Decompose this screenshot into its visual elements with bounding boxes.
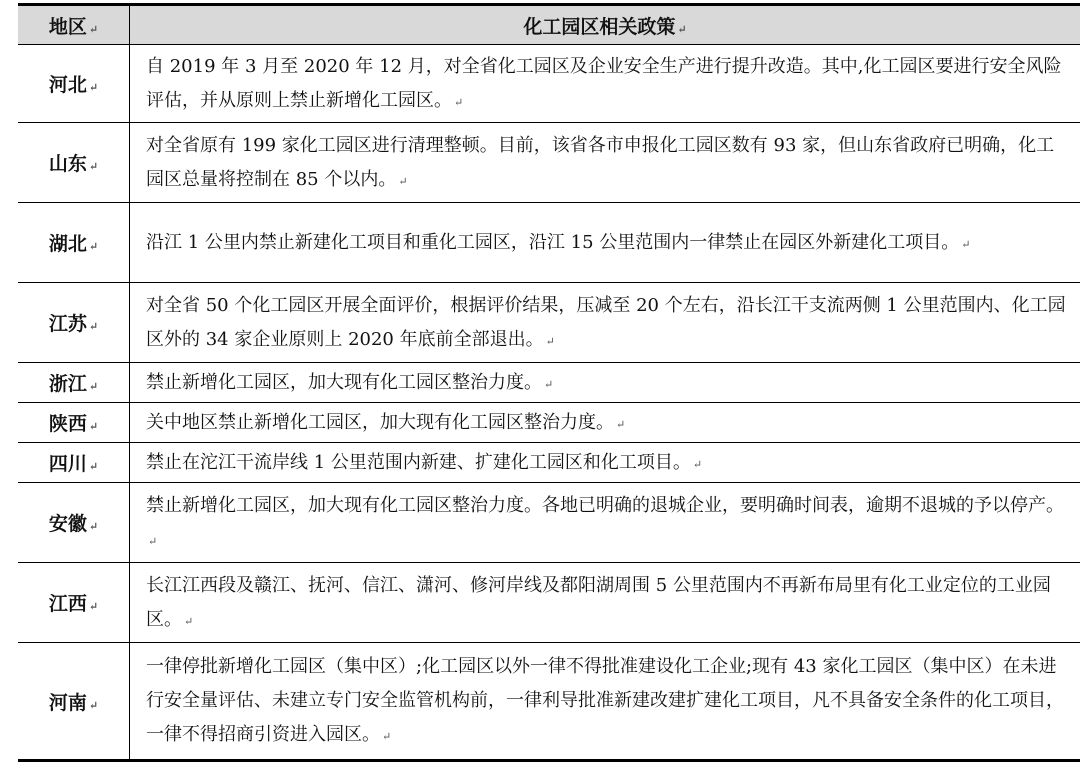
region-cell (18, 403, 130, 443)
region-label: 陕西 (48, 413, 87, 435)
paragraph-mark: ↵ (88, 320, 99, 333)
policy-cell (130, 483, 1080, 563)
region-label: 湖北 (48, 233, 87, 255)
paragraph-mark: ↵ (616, 417, 626, 431)
table-row (18, 363, 1080, 403)
table-row (18, 45, 1080, 123)
region-cell (18, 203, 130, 283)
policy-cell (130, 403, 1080, 443)
region-cell (18, 643, 130, 761)
region-label: 安徽 (48, 513, 87, 535)
paragraph-mark: ↵ (88, 240, 99, 253)
paragraph-mark: ↵ (382, 730, 392, 743)
paragraph-mark: ↵ (88, 460, 99, 473)
policy-text: 禁止新增化工园区，加大现有化工园区整治力度。各地已明确的退城企业，要明确时间表，逾期不退城的予以停产。 (146, 494, 1064, 516)
policy-cell (130, 363, 1080, 403)
region-cell (18, 483, 130, 563)
region-cell (18, 283, 130, 363)
paragraph-mark: ↵ (88, 160, 99, 173)
paragraph-mark: ↵ (545, 334, 555, 348)
header-region (18, 5, 130, 45)
region-cell (18, 123, 130, 203)
paragraph-mark: ↵ (677, 22, 687, 36)
paragraph-mark: ↵ (692, 457, 703, 471)
table-row (18, 283, 1080, 363)
region-label: 四川 (48, 453, 87, 475)
table-body (18, 45, 1080, 761)
region-label: 江西 (48, 593, 87, 615)
policy-text: 对全省 50 个化工园区开展全面评价，根据评价结果，压减至 20 个左右，沿长江干支流两侧 1 公里范围内、化工园区外的 34 家企业原则上 2020 年底前全部退出。 (146, 294, 1066, 350)
table-row (18, 443, 1080, 483)
policy-text: 关中地区禁止新增化工园区，加大现有化工园区整治力度。 (146, 411, 614, 433)
region-label: 河北 (48, 74, 87, 96)
region-cell (18, 363, 130, 403)
region-cell (18, 563, 130, 643)
policy-text: 一律停批新增化工园区（集中区）;化工园区以外一律不得批准建设化工企业;现有 43 家化工园区（集中区）在未进行安全量评估、未建立专门安全监管机构前，一律利导批准新建改建扩建化工项目，凡不具备安全条件的化工项目，一律不得招商引资进入园区。 (146, 656, 1064, 745)
policy-text: 对全省原有 199 家化工园区进行清理整顿。目前，该省各市申报化工园区数有 93 家，但山东省政府已明确，化工园区总量将控制在 85 个以内。 (146, 134, 1055, 190)
paragraph-mark: ↵ (88, 81, 99, 94)
paragraph-mark: ↵ (88, 420, 99, 433)
policy-cell (130, 123, 1080, 203)
region-label: 河南 (48, 691, 87, 714)
header-region-label: 地区 (48, 15, 87, 38)
policy-table (18, 3, 1080, 762)
region-label: 山东 (48, 153, 87, 175)
header-policy-label: 化工园区相关政策 (523, 15, 676, 38)
table-row (18, 203, 1080, 283)
policy-text: 禁止在沱江干流岸线 1 公里范围内新建、扩建化工园区和化工项目。 (146, 451, 691, 473)
table-row (18, 483, 1080, 563)
policy-cell (130, 45, 1080, 123)
region-cell (18, 443, 130, 483)
table-row (18, 403, 1080, 443)
paragraph-mark: ↵ (88, 600, 99, 613)
paragraph-mark: ↵ (184, 614, 194, 628)
policy-text: 长江江西段及赣江、抚河、信江、潇河、修河岸线及都阳湖周围 5 公里范围内不再新布局里有化工业定位的工业园区。 (146, 574, 1051, 630)
policy-cell (130, 643, 1080, 761)
region-label: 浙江 (48, 373, 87, 395)
table-row (18, 563, 1080, 643)
paragraph-mark: ↵ (88, 22, 99, 36)
policy-text: 禁止新增化工园区，加大现有化工园区整治力度。 (146, 371, 542, 393)
table-header (18, 5, 1080, 45)
paragraph-mark: ↵ (88, 520, 99, 533)
region-label: 江苏 (48, 313, 87, 335)
paragraph-mark: ↵ (544, 377, 554, 391)
paragraph-mark: ↵ (88, 698, 99, 712)
paragraph-mark: ↵ (961, 237, 971, 251)
policy-text: 沿江 1 公里内禁止新建化工项目和重化工园区，沿江 15 公里范围内一律禁止在园区外新建化工项目。 (146, 231, 960, 253)
table-row (18, 123, 1080, 203)
policy-text: 自 2019 年 3 月至 2020 年 12 月，对全省化工园区及企业安全生产进行提升改造。其中,化工园区要进行安全风险评估，并从原则上禁止新增化工园区。 (146, 55, 1062, 111)
table-row (18, 643, 1080, 761)
paragraph-mark: ↵ (148, 534, 158, 548)
header-policy (130, 5, 1080, 45)
region-cell (18, 45, 130, 123)
paragraph-mark: ↵ (88, 380, 99, 393)
policy-cell (130, 563, 1080, 643)
policy-cell (130, 283, 1080, 363)
paragraph-mark: ↵ (454, 95, 464, 109)
policy-cell (130, 443, 1080, 483)
policy-cell (130, 203, 1080, 283)
header-row (18, 5, 1080, 45)
paragraph-mark: ↵ (398, 174, 408, 188)
